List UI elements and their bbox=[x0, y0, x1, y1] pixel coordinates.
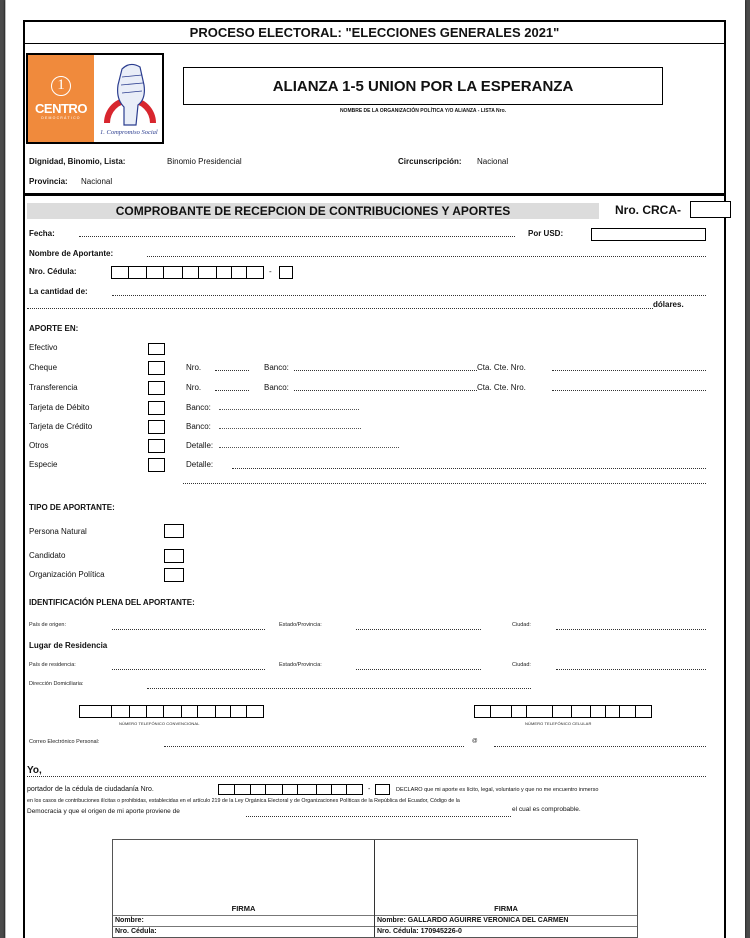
firma-label-contributor: FIRMA bbox=[231, 904, 256, 913]
cedula-cells[interactable] bbox=[111, 266, 264, 279]
aporte-credito-checkbox[interactable] bbox=[148, 420, 165, 434]
cantidad-field[interactable] bbox=[112, 295, 706, 296]
signature-contributor bbox=[113, 840, 375, 937]
origen-aporte-field[interactable] bbox=[246, 816, 511, 817]
aporte-otros-checkbox[interactable] bbox=[148, 439, 165, 453]
receiver-nombre-value: GALLARDO AGUIRRE VERONICA DEL CARMEN bbox=[407, 917, 569, 924]
por-usd-input[interactable] bbox=[591, 228, 706, 241]
telefono-convencional-cells[interactable] bbox=[79, 705, 264, 718]
aporte-otros-label: Otros bbox=[29, 441, 49, 450]
receiver-nombre-row bbox=[375, 915, 637, 925]
estado-origen-label: Estado/Provincia: bbox=[279, 622, 322, 628]
pais-residencia-label: País de residencia: bbox=[29, 662, 76, 668]
fecha-field[interactable] bbox=[79, 236, 515, 237]
nombre-aportante-field[interactable] bbox=[147, 256, 706, 257]
pais-residencia-field[interactable] bbox=[112, 669, 265, 670]
receiver-cedula-label: Nro. Cédula: bbox=[377, 928, 419, 935]
estado-origen-field[interactable] bbox=[356, 629, 481, 630]
contributor-cedula-label: Nro. Cédula: bbox=[115, 928, 157, 935]
tipo-candidato-checkbox[interactable] bbox=[164, 549, 184, 563]
tipo-persona-label: Persona Natural bbox=[29, 527, 87, 536]
aporte-debito-checkbox[interactable] bbox=[148, 401, 165, 415]
contributor-cedula-row bbox=[113, 926, 374, 936]
aporte-efectivo-checkbox[interactable] bbox=[148, 343, 165, 355]
telefono-celular-cells[interactable] bbox=[474, 705, 652, 718]
aporte-debito-label: Tarjeta de Débito bbox=[29, 403, 90, 412]
crca-label: Nro. CRCA- bbox=[615, 203, 681, 217]
ciudad-residencia-label: Ciudad: bbox=[512, 662, 531, 668]
cantidad-field-line2[interactable] bbox=[27, 308, 653, 309]
transferencia-nro-field[interactable] bbox=[215, 390, 249, 391]
cheque-nro-field[interactable] bbox=[215, 370, 249, 371]
estado-residencia-field[interactable] bbox=[356, 669, 481, 670]
cedula-dash: - bbox=[269, 267, 272, 276]
cheque-cta-field[interactable] bbox=[552, 370, 706, 371]
logo-fist-panel bbox=[94, 55, 162, 142]
especie-detalle-field-line2[interactable] bbox=[183, 483, 706, 484]
direccion-field[interactable] bbox=[147, 688, 531, 689]
especie-detalle-label: Detalle: bbox=[186, 460, 214, 469]
tipo-persona-checkbox[interactable] bbox=[164, 524, 184, 538]
receipt-banner: COMPROBANTE DE RECEPCION DE CONTRIBUCIONES Y APORTES bbox=[27, 203, 599, 219]
dignidad-label: Dignidad, Binomio, Lista: bbox=[29, 157, 126, 166]
comprobable-text: el cual es comprobable. bbox=[512, 806, 581, 813]
document-page bbox=[5, 0, 745, 938]
cedula-check-digit[interactable] bbox=[279, 266, 293, 279]
declarante-cedula-dash: - bbox=[368, 786, 371, 793]
aporte-efectivo-label: Efectivo bbox=[29, 343, 58, 352]
aporte-especie-label: Especie bbox=[29, 460, 58, 469]
declaro-text: DECLARO que mi aporte es lícito, legal, voluntario y que no me encuentro inmerso bbox=[396, 787, 599, 793]
declarante-nombre-field[interactable] bbox=[27, 776, 706, 777]
otros-detalle-label: Detalle: bbox=[186, 441, 214, 450]
alliance-name: ALIANZA 1-5 UNION POR LA ESPERANZA bbox=[183, 67, 663, 105]
cheque-cta-label: Cta. Cte. Nro. bbox=[477, 363, 526, 372]
transferencia-banco-label: Banco: bbox=[264, 383, 289, 392]
pais-origen-field[interactable] bbox=[112, 629, 265, 630]
declaracion-line3: Democracia y que el origen de mi aporte proviene de bbox=[27, 808, 180, 815]
tipo-title: TIPO DE APORTANTE: bbox=[29, 503, 115, 512]
transferencia-cta-label: Cta. Cte. Nro. bbox=[477, 383, 526, 392]
logo-orange-panel bbox=[28, 55, 94, 142]
cheque-banco-label: Banco: bbox=[264, 363, 289, 372]
logo-name: CENTRO bbox=[35, 101, 87, 116]
provincia-label: Provincia: bbox=[29, 177, 68, 186]
receiver-nombre-label: Nombre: bbox=[377, 917, 406, 924]
firma-label-receiver: FIRMA bbox=[494, 904, 518, 913]
credito-banco-field[interactable] bbox=[219, 428, 361, 429]
cheque-nro-label: Nro. bbox=[186, 363, 202, 372]
tipo-candidato-label: Candidato bbox=[29, 551, 66, 560]
especie-detalle-field[interactable] bbox=[232, 468, 706, 469]
pais-origen-label: País de origen: bbox=[29, 622, 66, 628]
fecha-label: Fecha: bbox=[29, 229, 55, 238]
correo-domain-field[interactable] bbox=[494, 746, 706, 747]
aporte-cheque-label: Cheque bbox=[29, 363, 58, 372]
aporte-cheque-checkbox[interactable] bbox=[148, 361, 165, 375]
dignidad-value: Binomio Presidencial bbox=[167, 157, 242, 166]
logo-subtitle: DEMOCRÁTICO bbox=[41, 116, 81, 120]
transferencia-nro-label: Nro. bbox=[186, 383, 202, 392]
receiver-cedula-row bbox=[375, 926, 637, 936]
residencia-title: Lugar de Residencia bbox=[29, 641, 108, 650]
party-logo bbox=[26, 53, 164, 144]
declaracion-line2: en los casos de contribuciones ilícitas o prohibidas, establecidas en el artículo 219 de la Ley Orgánica Electoral y de Organizaciones Políticas de la República del Ecuador, Código de la bbox=[27, 798, 460, 804]
contributor-nombre-row bbox=[113, 915, 374, 925]
otros-detalle-field[interactable] bbox=[219, 447, 399, 448]
provincia-value: Nacional bbox=[81, 177, 113, 186]
cheque-banco-field[interactable] bbox=[294, 370, 477, 371]
telefono-convencional-caption: NÚMERO TELEFÓNICO CONVENCIONAL bbox=[119, 721, 200, 726]
aporte-transferencia-label: Transferencia bbox=[29, 383, 78, 392]
nombre-aportante-label: Nombre de Aportante: bbox=[29, 249, 114, 258]
circunscripcion-label: Circunscripción: bbox=[398, 157, 462, 166]
identificacion-title: IDENTIFICACIÓN PLENA DEL APORTANTE: bbox=[29, 598, 195, 607]
transferencia-banco-field[interactable] bbox=[294, 390, 477, 391]
alliance-caption: NOMBRE DE LA ORGANIZACIÓN POLÍTICA Y/O ALIANZA - LISTA Nro. bbox=[339, 108, 507, 114]
correo-label: Correo Electrónico Personal: bbox=[29, 739, 100, 745]
cantidad-label: La cantidad de: bbox=[29, 287, 88, 296]
contributor-nombre-label: Nombre: bbox=[115, 917, 144, 924]
logo-number: 1 bbox=[51, 76, 71, 96]
ciudad-residencia-field[interactable] bbox=[556, 669, 706, 670]
por-usd-label: Por USD: bbox=[528, 229, 564, 238]
credito-banco-label: Banco: bbox=[186, 422, 211, 431]
ciudad-origen-field[interactable] bbox=[556, 629, 706, 630]
transferencia-cta-field[interactable] bbox=[552, 390, 706, 391]
debito-banco-label: Banco: bbox=[186, 403, 211, 412]
portador-text: portador de la cédula de ciudadanía Nro. bbox=[27, 786, 154, 793]
estado-residencia-label: Estado/Provincia: bbox=[279, 662, 322, 668]
yo-label: Yo, bbox=[27, 765, 42, 776]
direccion-label: Dirección Domiciliaria: bbox=[29, 681, 84, 687]
crca-input[interactable] bbox=[690, 201, 731, 218]
aporte-title: APORTE EN: bbox=[29, 324, 79, 333]
correo-user-field[interactable] bbox=[164, 746, 464, 747]
receiver-cedula-value: 170945226-0 bbox=[420, 928, 462, 935]
at-sign: @ bbox=[472, 738, 478, 744]
aporte-especie-checkbox[interactable] bbox=[148, 458, 165, 472]
dolares-label: dólares. bbox=[653, 300, 684, 309]
process-title: PROCESO ELECTORAL: "ELECCIONES GENERALES 2021" bbox=[23, 22, 726, 44]
circunscripcion-value: Nacional bbox=[477, 157, 509, 166]
signature-table bbox=[112, 839, 638, 938]
aporte-credito-label: Tarjeta de Crédito bbox=[29, 422, 93, 431]
cedula-label: Nro. Cédula: bbox=[29, 267, 77, 276]
tipo-organizacion-checkbox[interactable] bbox=[164, 568, 184, 582]
telefono-celular-caption: NÚMERO TELEFÓNICO CELULAR bbox=[525, 721, 592, 726]
signature-receiver bbox=[375, 840, 637, 937]
logo-tagline: 1. Compromiso Social bbox=[100, 129, 158, 136]
debito-banco-field[interactable] bbox=[219, 409, 359, 410]
declarante-cedula-cells[interactable] bbox=[218, 784, 363, 795]
tipo-organizacion-label: Organización Política bbox=[29, 570, 105, 579]
aporte-transferencia-checkbox[interactable] bbox=[148, 381, 165, 395]
ciudad-origen-label: Ciudad: bbox=[512, 622, 531, 628]
declarante-cedula-check-digit[interactable] bbox=[375, 784, 390, 795]
